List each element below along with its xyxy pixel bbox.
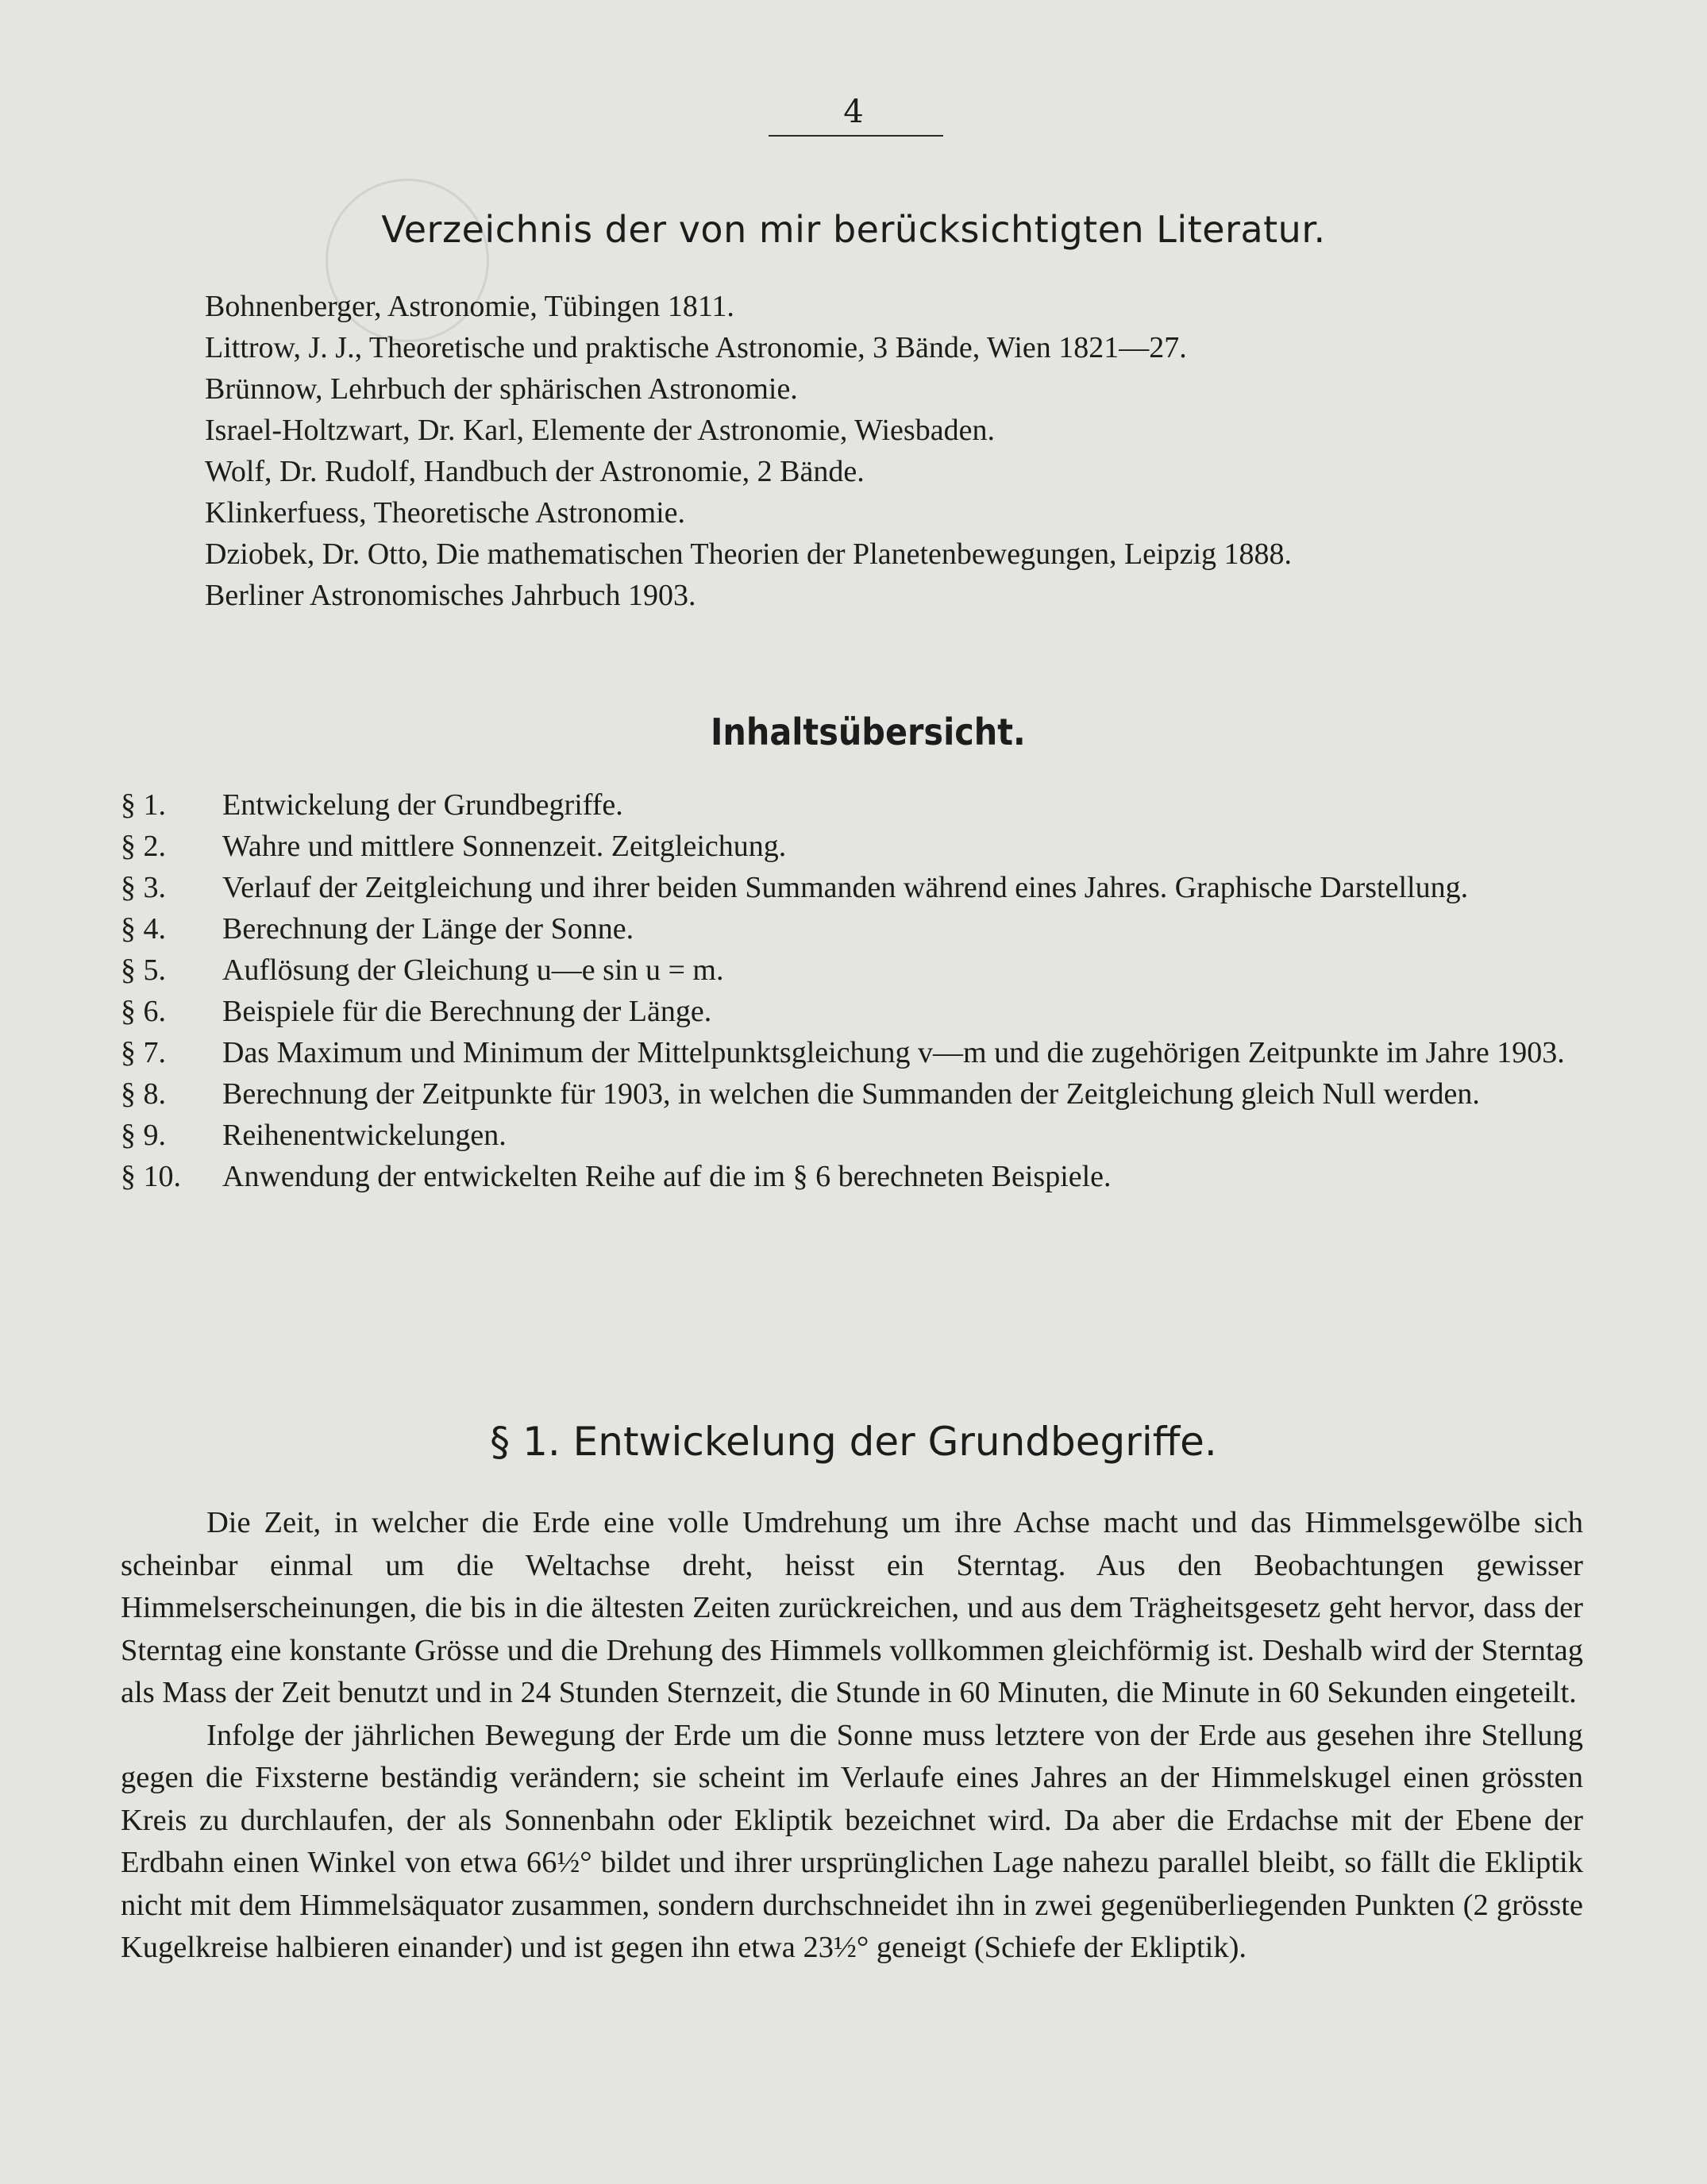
contents-item-text: Das Maximum und Minimum der Mittelpunktsgleichung v—m und die zugehörigen Zeitpunkte im Jahre 1903.	[222, 1036, 1565, 1069]
contents-item-number: § 4.	[121, 912, 166, 946]
contents-item	[121, 1032, 1583, 1073]
contents-item	[121, 908, 1583, 949]
contents-item-number: § 6.	[121, 995, 166, 1028]
literature-item: Berliner Astronomisches Jahrbuch 1903.	[205, 579, 696, 612]
literature-item: Littrow, J. J., Theoretische und praktische Astronomie, 3 Bände, Wien 1821—27.	[205, 331, 1187, 364]
paragraph: Infolge der jährlichen Bewegung der Erde um die Sonne muss letztere von der Erde aus gesehen ihre Stellung gegen die Fixsterne beständig verändern; sie scheint im Verlaufe eines Jahres an der Himmelskugel einen grössten Kreis zu durchlaufen, der als Sonnenbahn oder Ekliptik bezeichnet wird. Da aber die Erdachse mit der Ebene der Erdbahn einen Winkel von etwa 66½° bildet und ihrer ursprünglichen Lage nahezu parallel bleibt, so fällt die Ekliptik nicht mit dem Himmelsäquator zusammen, sondern durchschneidet ihn in zwei gegenüberliegenden Punkten (2 grösste Kugelkreise halbieren einander) und ist gegen ihn etwa 23½° geneigt (Schiefe der Ekliptik).	[121, 1718, 1583, 1964]
literature-item: Wolf, Dr. Rudolf, Handbuch der Astronomie, 2 Bände.	[205, 455, 865, 488]
literature-item: Israel-Holtzwart, Dr. Karl, Elemente der Astronomie, Wiesbaden.	[205, 414, 995, 447]
page-number-rule	[769, 135, 943, 137]
contents-item-text: Entwickelung der Grundbegriffe.	[222, 788, 623, 822]
section-heading: § 1. Entwickelung der Grundbegriffe.	[490, 1419, 1217, 1465]
contents-item-number: § 3.	[121, 871, 166, 904]
contents-item-text: Berechnung der Zeitpunkte für 1903, in welchen die Summanden der Zeitgleichung gleich Null werden.	[222, 1077, 1480, 1111]
contents-heading: Inhaltsübersicht.	[711, 711, 1026, 753]
contents-item-number: § 7.	[121, 1036, 166, 1069]
contents-item-text: Wahre und mittlere Sonnenzeit. Zeitgleichung.	[222, 830, 787, 863]
contents-item-number: § 8.	[121, 1077, 166, 1111]
contents-item	[121, 1073, 1583, 1115]
contents-item-text: Verlauf der Zeitgleichung und ihrer beiden Summanden während eines Jahres. Graphische Darstellung.	[222, 871, 1469, 904]
literature-item: Klinkerfuess, Theoretische Astronomie.	[205, 496, 686, 530]
contents-item-text: Berechnung der Länge der Sonne.	[222, 912, 634, 946]
literature-list	[205, 289, 1292, 619]
contents-item	[121, 867, 1583, 908]
contents-item-text: Anwendung der entwickelten Reihe auf die im § 6 berechneten Beispiele.	[222, 1160, 1112, 1193]
contents-item-number: § 5.	[121, 953, 166, 987]
paragraph: Die Zeit, in welcher die Erde eine volle Umdrehung um ihre Achse macht und das Himmelsgewölbe sich scheinbar einmal um die Weltachse dreht, heisst ein Sterntag. Aus den Beobachtungen gewisser Himmelserscheinungen, die bis in die ältesten Zeiten zurückreichen, und aus dem Trägheitsgesetz geht hervor, dass der Sterntag eine konstante Grösse und die Drehung des Himmels vollkommen gleichförmig ist. Deshalb wird der Sterntag als Mass der Zeit benutzt und in 24 Stunden Sternzeit, die Stunde in 60 Minuten, die Minute in 60 Sekunden eingeteilt.	[121, 1506, 1583, 1709]
contents-item	[121, 991, 1583, 1032]
contents-item-number: § 2.	[121, 830, 166, 863]
literature-item: Bohnenberger, Astronomie, Tübingen 1811.	[205, 290, 734, 323]
literature-item: Brünnow, Lehrbuch der sphärischen Astronomie.	[205, 372, 798, 406]
contents-item	[121, 1156, 1583, 1197]
contents-item	[121, 1115, 1583, 1156]
contents-item	[121, 949, 1583, 991]
contents-item-text: Reihenentwickelungen.	[222, 1119, 507, 1152]
contents-item-text: Auflösung der Gleichung u—e sin u = m.	[222, 953, 724, 987]
contents-item-number: § 10.	[121, 1160, 181, 1193]
contents-item-number: § 9.	[121, 1119, 166, 1152]
contents-item	[121, 826, 1583, 867]
contents-item	[121, 784, 1583, 826]
literature-heading: Verzeichnis der von mir berücksichtigten Literatur.	[381, 208, 1326, 251]
literature-item: Dziobek, Dr. Otto, Die mathematischen Theorien der Planetenbewegungen, Leipzig 1888.	[205, 537, 1293, 571]
contents-item-text: Beispiele für die Berechnung der Länge.	[222, 995, 712, 1028]
contents-list	[121, 784, 1583, 1197]
page-number: 4	[843, 94, 864, 130]
contents-item-number: § 1.	[121, 788, 166, 822]
section-body	[121, 1502, 1583, 1970]
